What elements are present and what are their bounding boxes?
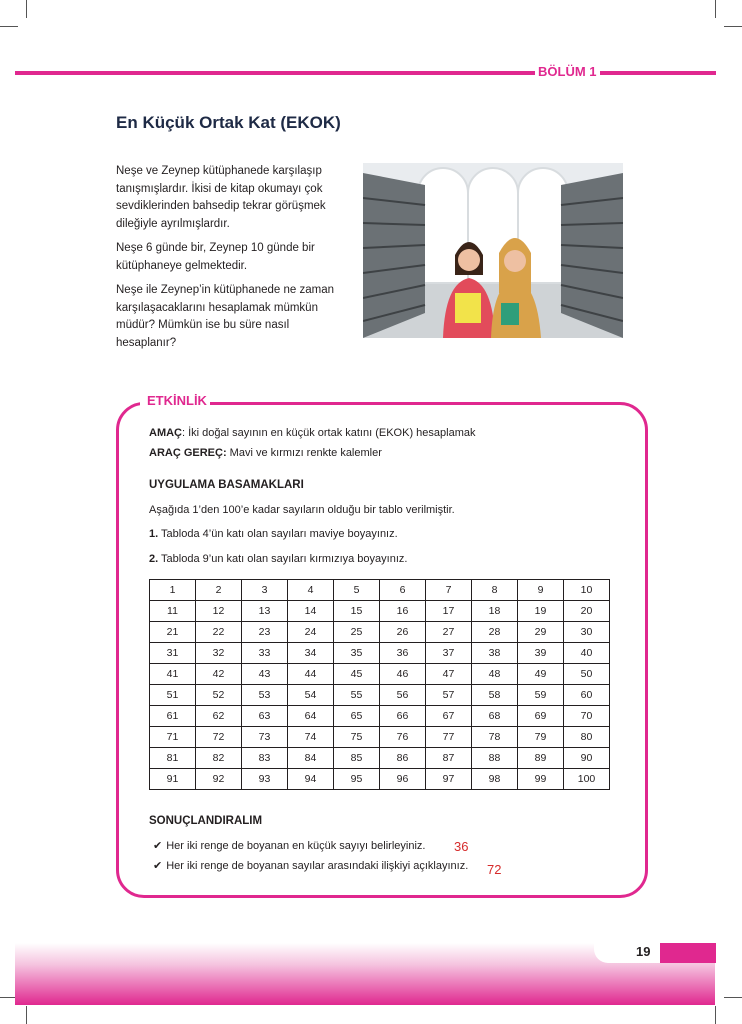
library-photo bbox=[363, 163, 623, 338]
grid-cell: 26 bbox=[380, 622, 426, 643]
grid-cell: 77 bbox=[426, 727, 472, 748]
grid-cell: 3 bbox=[242, 580, 288, 601]
grid-row bbox=[150, 664, 610, 685]
crop-mark bbox=[724, 997, 742, 998]
grid-cell: 95 bbox=[334, 769, 380, 790]
grid-cell: 76 bbox=[380, 727, 426, 748]
crop-mark bbox=[26, 1006, 27, 1024]
grid-cell: 96 bbox=[380, 769, 426, 790]
grid-cell: 17 bbox=[426, 601, 472, 622]
grid-cell: 80 bbox=[564, 727, 610, 748]
grid-cell: 10 bbox=[564, 580, 610, 601]
aim-text: : İki doğal sayının en küçük ortak katını (EKOK) hesaplamak bbox=[182, 427, 476, 439]
page-number-tab bbox=[660, 943, 716, 963]
page-number: 19 bbox=[636, 944, 651, 959]
grid-cell: 27 bbox=[426, 622, 472, 643]
section-label: BÖLÜM 1 bbox=[538, 64, 597, 79]
crop-mark bbox=[26, 0, 27, 18]
question-2 bbox=[153, 859, 468, 872]
header-rule-right bbox=[600, 71, 716, 75]
intro-text bbox=[116, 163, 352, 359]
grid-cell: 100 bbox=[564, 769, 610, 790]
grid-cell: 37 bbox=[426, 643, 472, 664]
intro-paragraph: Neşe ile Zeynep’in kütüphanede ne zaman karşılaşacaklarını hesaplamak mümkün müdür? Mümkün ise bu süre nasıl hesaplanır? bbox=[116, 284, 335, 349]
question-1 bbox=[153, 839, 425, 852]
grid-row bbox=[150, 580, 610, 601]
grid-cell: 18 bbox=[472, 601, 518, 622]
grid-cell: 88 bbox=[472, 748, 518, 769]
crop-mark bbox=[715, 0, 716, 18]
grid-cell: 21 bbox=[150, 622, 196, 643]
number-grid bbox=[149, 579, 610, 790]
crop-mark bbox=[724, 26, 742, 27]
step-1-number: 1. bbox=[149, 528, 159, 540]
grid-row bbox=[150, 706, 610, 727]
grid-cell: 85 bbox=[334, 748, 380, 769]
grid-cell: 35 bbox=[334, 643, 380, 664]
grid-cell: 57 bbox=[426, 685, 472, 706]
grid-cell: 30 bbox=[564, 622, 610, 643]
step-1 bbox=[149, 528, 398, 540]
activity-label: ETKİNLİK bbox=[147, 393, 207, 408]
grid-cell: 83 bbox=[242, 748, 288, 769]
grid-cell: 40 bbox=[564, 643, 610, 664]
grid-cell: 97 bbox=[426, 769, 472, 790]
grid-cell: 99 bbox=[518, 769, 564, 790]
step-2-text: Tabloda 9’un katı olan sayıları kırmızıya boyayınız. bbox=[158, 553, 408, 565]
grid-cell: 71 bbox=[150, 727, 196, 748]
grid-cell: 70 bbox=[564, 706, 610, 727]
grid-row bbox=[150, 748, 610, 769]
grid-cell: 23 bbox=[242, 622, 288, 643]
grid-row bbox=[150, 769, 610, 790]
grid-cell: 1 bbox=[150, 580, 196, 601]
grid-cell: 51 bbox=[150, 685, 196, 706]
grid-row bbox=[150, 727, 610, 748]
aim-line bbox=[149, 427, 475, 439]
grid-row bbox=[150, 622, 610, 643]
grid-cell: 75 bbox=[334, 727, 380, 748]
grid-cell: 60 bbox=[564, 685, 610, 706]
grid-cell: 31 bbox=[150, 643, 196, 664]
grid-cell: 6 bbox=[380, 580, 426, 601]
tools-label: ARAÇ GEREÇ: bbox=[149, 447, 227, 459]
grid-cell: 47 bbox=[426, 664, 472, 685]
check-icon: ✔ bbox=[153, 840, 163, 852]
grid-cell: 14 bbox=[288, 601, 334, 622]
grid-cell: 86 bbox=[380, 748, 426, 769]
grid-cell: 44 bbox=[288, 664, 334, 685]
grid-cell: 92 bbox=[196, 769, 242, 790]
tools-text: Mavi ve kırmızı renkte kalemler bbox=[226, 447, 382, 459]
grid-cell: 54 bbox=[288, 685, 334, 706]
crop-mark bbox=[715, 1006, 716, 1024]
library-illustration bbox=[363, 163, 623, 338]
grid-cell: 64 bbox=[288, 706, 334, 727]
step-2 bbox=[149, 553, 407, 565]
grid-cell: 61 bbox=[150, 706, 196, 727]
grid-cell: 67 bbox=[426, 706, 472, 727]
grid-cell: 69 bbox=[518, 706, 564, 727]
grid-cell: 93 bbox=[242, 769, 288, 790]
grid-cell: 73 bbox=[242, 727, 288, 748]
grid-cell: 59 bbox=[518, 685, 564, 706]
grid-cell: 72 bbox=[196, 727, 242, 748]
grid-cell: 94 bbox=[288, 769, 334, 790]
grid-cell: 63 bbox=[242, 706, 288, 727]
grid-cell: 33 bbox=[242, 643, 288, 664]
grid-cell: 90 bbox=[564, 748, 610, 769]
grid-row bbox=[150, 643, 610, 664]
grid-cell: 19 bbox=[518, 601, 564, 622]
grid-cell: 98 bbox=[472, 769, 518, 790]
grid-cell: 56 bbox=[380, 685, 426, 706]
grid-cell: 36 bbox=[380, 643, 426, 664]
grid-cell: 7 bbox=[426, 580, 472, 601]
grid-cell: 87 bbox=[426, 748, 472, 769]
grid-cell: 22 bbox=[196, 622, 242, 643]
intro-paragraph: Neşe 6 günde bir, Zeynep 10 günde bir kütüphaneye gelmektedir. bbox=[116, 242, 315, 272]
grid-cell: 5 bbox=[334, 580, 380, 601]
steps-heading: UYGULAMA BASAMAKLARI bbox=[149, 479, 304, 491]
step-2-number: 2. bbox=[149, 553, 159, 565]
grid-cell: 65 bbox=[334, 706, 380, 727]
grid-cell: 82 bbox=[196, 748, 242, 769]
grid-cell: 29 bbox=[518, 622, 564, 643]
grid-cell: 89 bbox=[518, 748, 564, 769]
grid-cell: 58 bbox=[472, 685, 518, 706]
question-1-text: Her iki renge de boyanan en küçük sayıyı belirleyiniz. bbox=[166, 840, 426, 852]
grid-cell: 45 bbox=[334, 664, 380, 685]
intro-paragraph: Neşe ve Zeynep kütüphanede karşılaşıp tanışmışlardır. İkisi de kitap okumayı çok sevdiklerinden bahsedip tekrar görüşmek dileğiyle ayrılmışlardır. bbox=[116, 165, 326, 230]
grid-cell: 13 bbox=[242, 601, 288, 622]
grid-cell: 84 bbox=[288, 748, 334, 769]
grid-cell: 24 bbox=[288, 622, 334, 643]
grid-cell: 42 bbox=[196, 664, 242, 685]
grid-cell: 12 bbox=[196, 601, 242, 622]
grid-cell: 74 bbox=[288, 727, 334, 748]
grid-cell: 8 bbox=[472, 580, 518, 601]
grid-cell: 62 bbox=[196, 706, 242, 727]
aim-label: AMAÇ bbox=[149, 427, 182, 439]
grid-row bbox=[150, 685, 610, 706]
grid-cell: 9 bbox=[518, 580, 564, 601]
header-rule bbox=[15, 71, 535, 75]
page-title: En Küçük Ortak Kat (EKOK) bbox=[116, 113, 341, 132]
grid-cell: 28 bbox=[472, 622, 518, 643]
conclusion-heading: SONUÇLANDIRALIM bbox=[149, 815, 263, 827]
grid-cell: 52 bbox=[196, 685, 242, 706]
grid-cell: 79 bbox=[518, 727, 564, 748]
grid-cell: 50 bbox=[564, 664, 610, 685]
grid-cell: 32 bbox=[196, 643, 242, 664]
grid-cell: 91 bbox=[150, 769, 196, 790]
grid-cell: 48 bbox=[472, 664, 518, 685]
grid-cell: 49 bbox=[518, 664, 564, 685]
grid-cell: 46 bbox=[380, 664, 426, 685]
crop-mark bbox=[0, 26, 18, 27]
grid-cell: 20 bbox=[564, 601, 610, 622]
grid-cell: 15 bbox=[334, 601, 380, 622]
step-1-text: Tabloda 4’ün katı olan sayıları maviye boyayınız. bbox=[158, 528, 398, 540]
grid-cell: 66 bbox=[380, 706, 426, 727]
answer-2: 72 bbox=[487, 862, 502, 877]
grid-cell: 2 bbox=[196, 580, 242, 601]
grid-cell: 43 bbox=[242, 664, 288, 685]
grid-cell: 16 bbox=[380, 601, 426, 622]
grid-cell: 55 bbox=[334, 685, 380, 706]
grid-row bbox=[150, 601, 610, 622]
grid-cell: 53 bbox=[242, 685, 288, 706]
grid-cell: 81 bbox=[150, 748, 196, 769]
grid-cell: 4 bbox=[288, 580, 334, 601]
steps-intro: Aşağıda 1’den 100’e kadar sayıların olduğu bir tablo verilmiştir. bbox=[149, 504, 455, 516]
grid-cell: 25 bbox=[334, 622, 380, 643]
tools-line bbox=[149, 447, 382, 459]
grid-cell: 41 bbox=[150, 664, 196, 685]
answer-1: 36 bbox=[454, 839, 469, 854]
grid-cell: 38 bbox=[472, 643, 518, 664]
grid-cell: 11 bbox=[150, 601, 196, 622]
question-2-text: Her iki renge de boyanan sayılar arasındaki ilişkiyi açıklayınız. bbox=[166, 860, 469, 872]
grid-cell: 78 bbox=[472, 727, 518, 748]
check-icon: ✔ bbox=[153, 860, 163, 872]
grid-cell: 34 bbox=[288, 643, 334, 664]
grid-cell: 68 bbox=[472, 706, 518, 727]
grid-cell: 39 bbox=[518, 643, 564, 664]
